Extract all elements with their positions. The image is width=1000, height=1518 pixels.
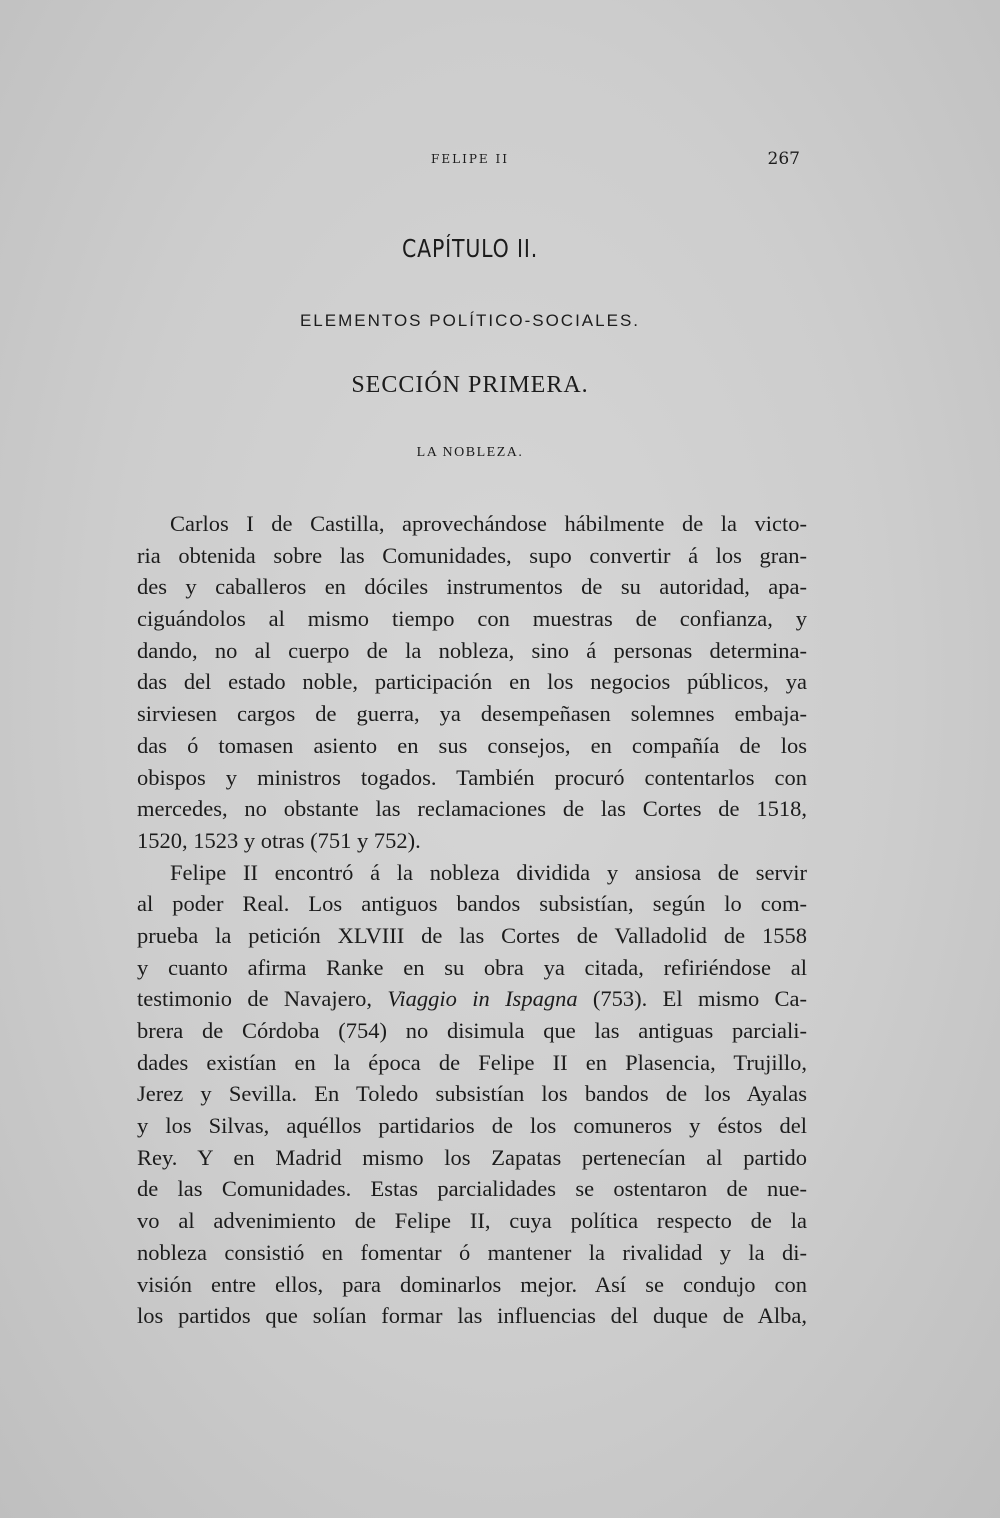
text-line: los partidos que solían formar las influencias del duque de Alba, [137,1303,807,1329]
chapter-subtitle: ELEMENTOS POLÍTICO-SOCIALES. [299,311,641,330]
page-header [140,148,800,170]
text-line: Rey. Y en Madrid mismo los Zapatas pertenecían al partido [137,1144,807,1170]
text-line: ria obtenida sobre las Comunidades, supo convertir á los gran- [137,542,807,568]
text-line: ciguándolos al mismo tiempo con muestras de confianza, y [137,606,807,632]
text-line: obispos y ministros togados. También procuró contentarlos con [137,764,807,790]
text-line: dando, no al cuerpo de la nobleza, sino á personas determina- [137,637,807,663]
text-segment: testimonio de Navajero, [137,986,372,1012]
text-line: das ó tomasen asiento en sus consejos, en compañía de los [137,732,807,758]
text-line: Felipe II encontró á la nobleza dividida y ansiosa de servir [170,859,807,885]
body-text [137,508,807,1332]
text-line: 1520, 1523 y otras (751 y 752). [137,827,421,853]
text-line: de las Comunidades. Estas parcialidades se ostentaron de nue- [137,1176,807,1202]
text-line: y cuanto afirma Ranke en su obra ya citada, refiriéndose al [137,954,807,980]
text-segment: (753). El mismo Ca- [592,986,807,1012]
text-line: brera de Córdoba (754) no disimula que las antiguas parciali- [137,1018,807,1043]
italic-title: Viaggio in Ispagna [387,986,578,1012]
text-line-with-italic [137,983,807,1015]
section-title: SECCIÓN PRIMERA. [351,372,589,398]
text-line: sirviesen cargos de guerra, ya desempeñasen solemnes embaja- [137,701,807,727]
section-subtitle: LA NOBLEZA. [416,445,524,460]
text-line: das del estado noble, participación en los negocios públicos, ya [137,669,807,695]
text-line: des y caballeros en dóciles instrumentos de su autoridad, apa- [137,574,807,600]
text-line: al poder Real. Los antiguos bandos subsistían, según lo com- [137,891,807,917]
text-line: visión entre ellos, para dominarlos mejor. Así se condujo con [137,1271,807,1297]
text-line: mercedes, no obstante las reclamaciones de las Cortes de 1518, [137,796,807,822]
text-line: prueba la petición XLVIII de las Cortes de Valladolid de 1558 [137,922,807,948]
text-line: Jerez y Sevilla. En Toledo subsistían los bandos de los Ayalas [137,1081,807,1107]
text-line: vo al advenimiento de Felipe II, cuya política respecto de la [137,1208,807,1234]
text-line: y los Silvas, aquéllos partidarios de los comuneros y éstos del [137,1113,807,1139]
running-head: FELIPE II [431,152,509,166]
chapter-title: CAPÍTULO II. [401,234,539,263]
page-number: 267 [767,149,800,169]
text-line: dades existían en la época de Felipe II en Plasencia, Trujillo, [137,1049,807,1075]
text-line: Carlos I de Castilla, aprovechándose hábilmente de la victo- [170,511,807,536]
text-line: nobleza consistió en fomentar ó mantener la rivalidad y la di- [137,1239,807,1265]
